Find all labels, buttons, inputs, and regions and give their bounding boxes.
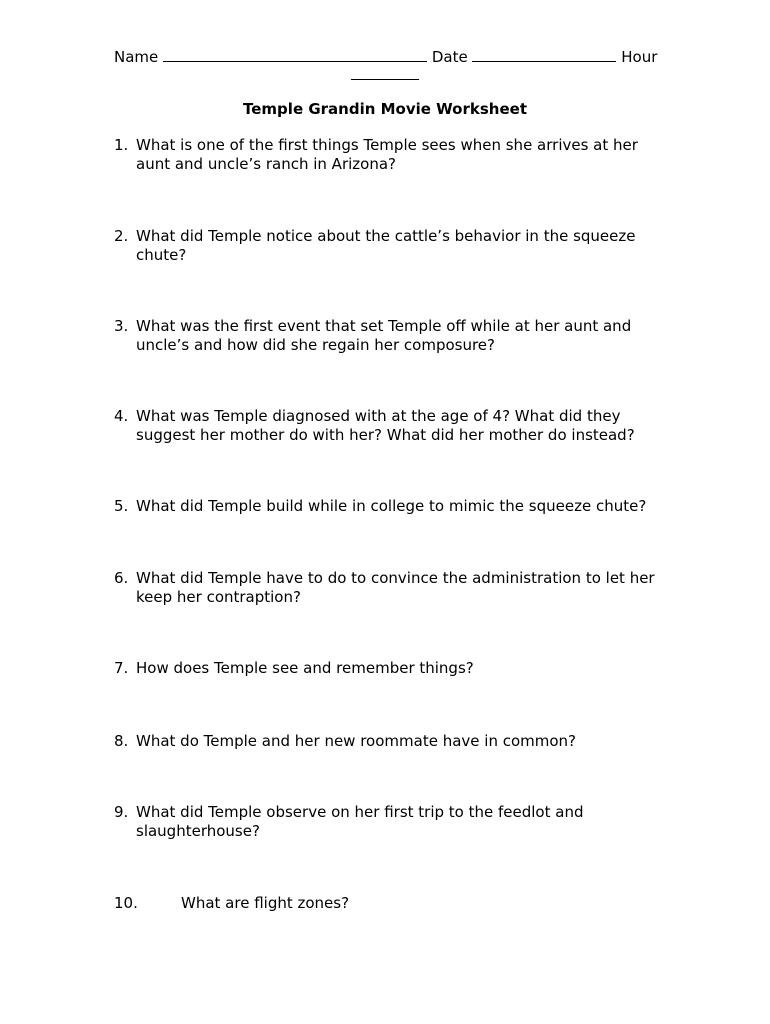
question-line: suggest her mother do with her? What did her mother do instead? [136, 426, 635, 444]
question-number: 1. [114, 136, 129, 154]
question-number: 3. [114, 317, 129, 335]
question-line: How does Temple see and remember things? [136, 659, 474, 677]
question-text [136, 659, 676, 678]
worksheet-title: Temple Grandin Movie Worksheet [243, 100, 527, 118]
question-number: 4. [114, 407, 129, 425]
question-line: What did Temple observe on her first trip to the feedlot and [136, 803, 584, 821]
question-line: What are flight zones? [181, 894, 350, 912]
question-number: 2. [114, 227, 129, 245]
question-number: 10. [114, 894, 138, 912]
question-text [136, 803, 676, 841]
question-text [136, 497, 676, 516]
question-number: 9. [114, 803, 129, 821]
question-line: What do Temple and her new roommate have in common? [136, 732, 577, 750]
question-number: 8. [114, 732, 129, 750]
question-line: What did Temple have to do to convince the administration to let her [136, 569, 655, 587]
question-number: 6. [114, 569, 129, 587]
question-line: What did Temple build while in college to mimic the squeeze chute? [136, 497, 647, 515]
date-blank[interactable] [472, 46, 616, 62]
question-text [136, 732, 676, 751]
question-line: slaughterhouse? [136, 822, 260, 840]
question-text [136, 407, 676, 445]
question-text [136, 317, 676, 355]
header-fields [114, 46, 659, 67]
hour-blank[interactable] [351, 79, 419, 80]
question-line: What was Temple diagnosed with at the age of 4? What did they [136, 407, 621, 425]
question-line: keep her contraption? [136, 588, 301, 606]
question-text [181, 894, 721, 913]
question-line: aunt and uncle’s ranch in Arizona? [136, 155, 396, 173]
date-label: Date [431, 48, 468, 66]
question-line: What is one of the first things Temple sees when she arrives at her [136, 136, 638, 154]
question-line: chute? [136, 246, 187, 264]
question-text [136, 227, 676, 265]
question-number: 5. [114, 497, 129, 515]
name-blank[interactable] [163, 46, 427, 62]
question-line: uncle’s and how did she regain her composure? [136, 336, 495, 354]
question-text [136, 136, 676, 174]
hour-label: Hour [621, 48, 658, 66]
question-line: What was the first event that set Temple off while at her aunt and [136, 317, 632, 335]
question-line: What did Temple notice about the cattle’s behavior in the squeeze [136, 227, 636, 245]
question-number: 7. [114, 659, 129, 677]
name-label: Name [114, 48, 159, 66]
question-text [136, 569, 676, 607]
